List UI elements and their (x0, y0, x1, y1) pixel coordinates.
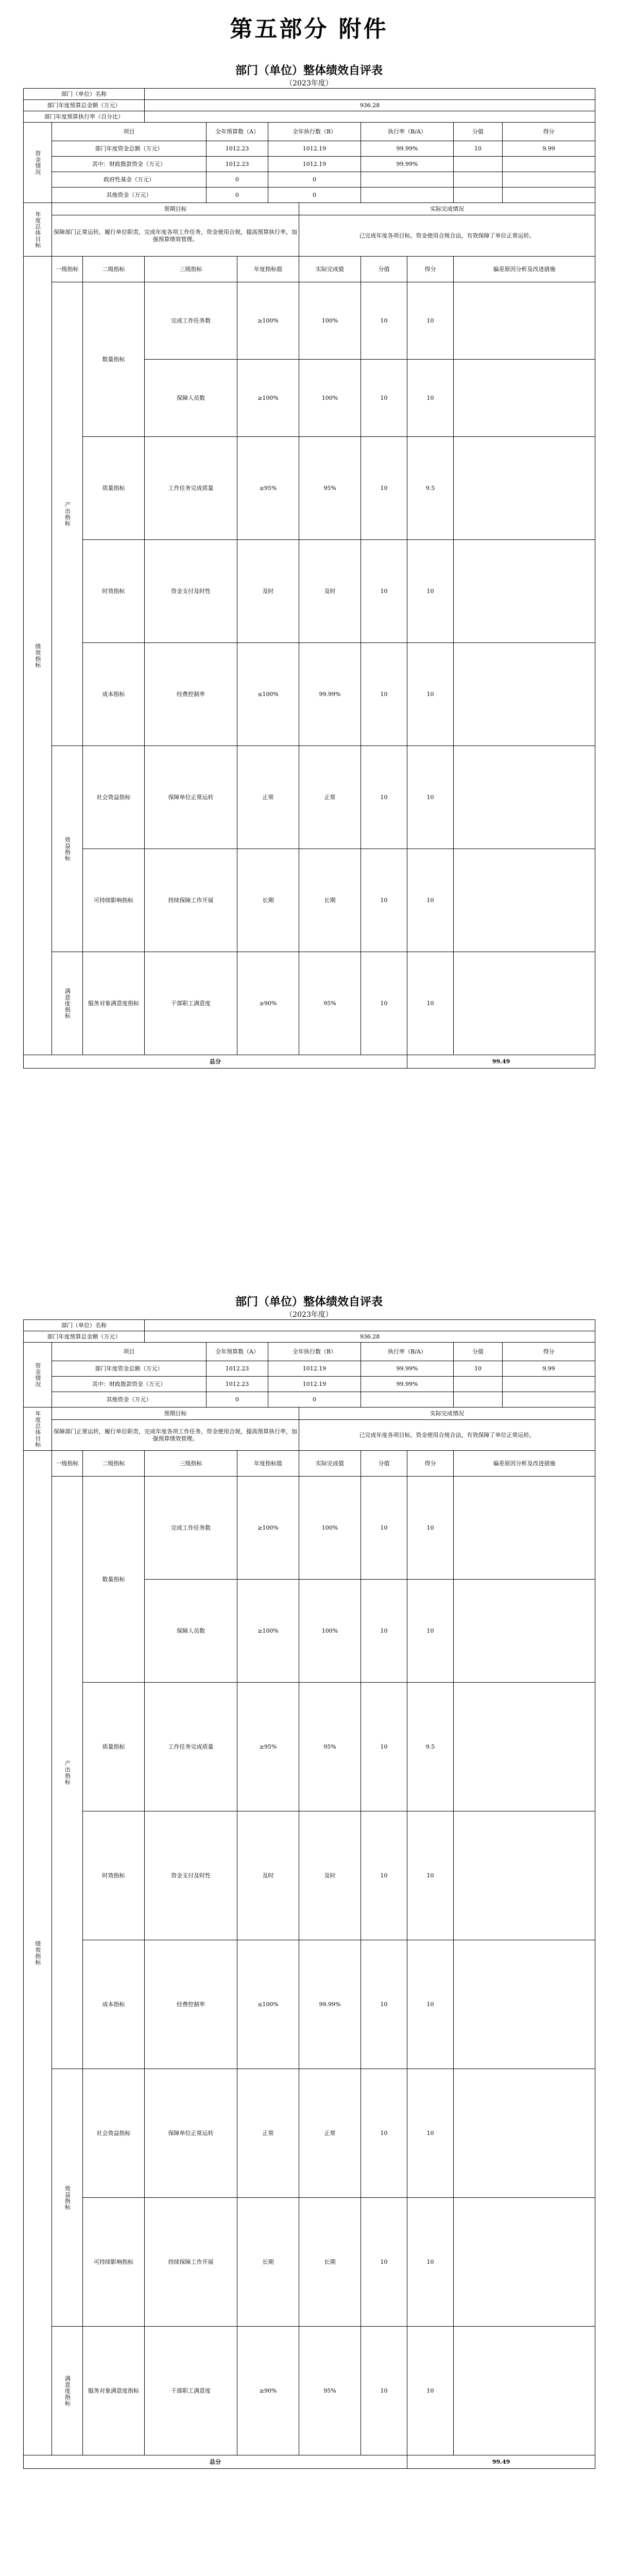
evaluation-section-1 (23, 46, 595, 1273)
ind-col-l2: 二级指标 (83, 1451, 145, 1477)
budget-block-label: 资金情况 (24, 1343, 52, 1408)
ind-col-target: 年度指标值 (237, 1451, 299, 1477)
goal-expected: 保障部门正常运转，履行单位职责，完成年度各项工作任务，资金使用合规，提高预算执行率，加强预算绩效管理。 (52, 215, 299, 257)
indicator-block-label: 绩效指标 (24, 257, 52, 1055)
ind-col-got: 得分 (407, 1451, 454, 1477)
total-label: 总分 (24, 2455, 407, 2469)
budget-block-label: 资金情况 (24, 123, 52, 203)
ind-col-reason: 偏差原因分析及改进措施 (454, 257, 595, 282)
indicator-block-label: 绩效指标 (24, 1451, 52, 2455)
indicator-row: 成本指标 经费控制率 ≤100% 99.99% 10 10 (24, 643, 595, 746)
page-title: 第五部分 附件 (230, 16, 388, 42)
evaluation-table (23, 88, 595, 1069)
ind-col-score: 分值 (361, 1451, 407, 1477)
indicator-row: 效益指标 社会效益指标 保障单位正常运转 正常 正常 10 10 (24, 2069, 595, 2198)
goal-actual: 已完成年度各项目标，资金使用合规合法，有效保障了单位正常运转。 (299, 215, 595, 257)
indicator-row: 可持续影响指标 持续保障工作开展 长期 长期 10 10 (24, 849, 595, 952)
indicator-row: 产出指标 数量指标 完成工作任务数 ≥100% 100% 10 10 (24, 1477, 595, 1580)
budget-col-a: 全年预算数（A） (207, 1343, 268, 1361)
evaluation-section-2 (23, 1273, 595, 2576)
funds-label: 部门年度预算总金额（万元） (24, 1331, 145, 1343)
goal-actual: 已完成年度各项目标，资金使用合规合法，有效保障了单位正常运转。 (299, 1420, 595, 1451)
budget-col-b: 全年执行数（B） (268, 1343, 361, 1361)
budget-row: 部门年度资金总额（万元） 1012.23 1012.19 99.99% 10 9.99 (24, 141, 595, 157)
ind-col-got: 得分 (407, 257, 454, 282)
indicator-row: 时效指标 资金支付及时性 及时 及时 10 10 (24, 540, 595, 643)
budget-row: 其中：财政拨款资金（万元） 1012.23 1012.19 99.99% (24, 1377, 595, 1392)
dept-label: 部门（单位）名称 (24, 89, 145, 100)
indicator-row: 可持续影响指标 持续保障工作开展 长期 长期 10 10 (24, 2198, 595, 2327)
indicator-row: 成本指标 经费控制率 ≤100% 99.99% 10 10 (24, 1940, 595, 2069)
budget-col-score: 分值 (454, 1343, 503, 1361)
section-year: （2023年度） (285, 79, 333, 88)
goal-actual-header: 实际完成情况 (299, 203, 595, 215)
budget-row: 其他资金（万元） 0 0 (24, 1392, 595, 1408)
ind-col-actual: 实际完成值 (299, 1451, 361, 1477)
goal-block-label: 年度总体目标 (24, 203, 52, 257)
dept-value (145, 89, 595, 100)
total-value: 99.49 (407, 2455, 595, 2469)
indicator-row: 质量指标 工作任务完成质量 ≥95% 95% 10 9.5 (24, 437, 595, 540)
budget-col-score: 分值 (454, 123, 503, 141)
indicator-row: 保障人员数 ≥100% 100% 10 10 (24, 1580, 595, 1683)
goal-expected-header: 预期目标 (52, 1408, 299, 1420)
goals-label: 部门年度预算执行率（百分比） (24, 111, 145, 123)
section-heading: 部门（单位）整体绩效自评表 (235, 64, 383, 77)
indicator-row: 满意度指标 服务对象满意度指标 干部职工满意度 ≥90% 95% 10 10 (24, 2327, 595, 2455)
budget-col-b: 全年执行数（B） (268, 123, 361, 141)
indicator-row: 保障人员数 ≥100% 100% 10 10 (24, 360, 595, 437)
ind-col-target: 年度指标值 (237, 257, 299, 282)
goal-expected: 保障部门正常运转，履行单位职责，完成年度各项工作任务，资金使用合规，提高预算执行率，加强预算绩效管理。 (52, 1420, 299, 1451)
ind-col-score: 分值 (361, 257, 407, 282)
goal-expected-header: 预期目标 (52, 203, 299, 215)
budget-col-a: 全年预算数（A） (207, 123, 268, 141)
indicator-row: 质量指标 工作任务完成质量 ≥95% 95% 10 9.5 (24, 1683, 595, 1811)
budget-col-rate: 执行率（B/A） (361, 1343, 454, 1361)
section-year: （2023年度） (285, 1311, 333, 1319)
funds-value: 936.28 (145, 1331, 595, 1343)
ind-col-l1: 一级指标 (52, 1451, 83, 1477)
ind-col-reason: 偏差原因分析及改进措施 (454, 1451, 595, 1477)
dept-label: 部门（单位）名称 (24, 1320, 145, 1331)
indicator-row: 效益指标 社会效益指标 保障单位正常运转 正常 正常 10 10 (24, 746, 595, 849)
budget-col-got: 得分 (503, 123, 595, 141)
budget-row: 其他资金（万元） 0 0 (24, 188, 595, 203)
goal-block-label: 年度总体目标 (24, 1408, 52, 1451)
evaluation-table (23, 1319, 595, 2469)
total-label: 总分 (24, 1055, 407, 1069)
budget-col-rate: 执行率（B/A） (361, 123, 454, 141)
budget-row: 部门年度资金总额（万元） 1012.23 1012.19 99.99% 10 9.99 (24, 1361, 595, 1377)
section-heading: 部门（单位）整体绩效自评表 (235, 1295, 383, 1309)
ind-col-l2: 二级指标 (83, 257, 145, 282)
indicator-row: 产出指标 数量指标 完成工作任务数 ≥100% 100% 10 10 (24, 282, 595, 360)
budget-row: 政府性基金（万元） 0 0 (24, 172, 595, 188)
budget-col-got: 得分 (503, 1343, 595, 1361)
ind-col-actual: 实际完成值 (299, 257, 361, 282)
dept-value (145, 1320, 595, 1331)
ind-col-l3: 三级指标 (145, 1451, 237, 1477)
goals-value (145, 111, 595, 123)
budget-col-item: 项目 (52, 1343, 207, 1361)
ind-col-l1: 一级指标 (52, 257, 83, 282)
total-value: 99.49 (407, 1055, 595, 1069)
funds-value: 936.28 (145, 100, 595, 111)
ind-col-l3: 三级指标 (145, 257, 237, 282)
funds-label: 部门年度预算总金额（万元） (24, 100, 145, 111)
goal-actual-header: 实际完成情况 (299, 1408, 595, 1420)
budget-col-item: 项目 (52, 123, 207, 141)
indicator-row: 时效指标 资金支付及时性 及时 及时 10 10 (24, 1811, 595, 1940)
budget-row: 其中：财政拨款资金（万元） 1012.23 1012.19 99.99% (24, 157, 595, 172)
indicator-row: 满意度指标 服务对象满意度指标 干部职工满意度 ≥90% 95% 10 10 (24, 952, 595, 1055)
